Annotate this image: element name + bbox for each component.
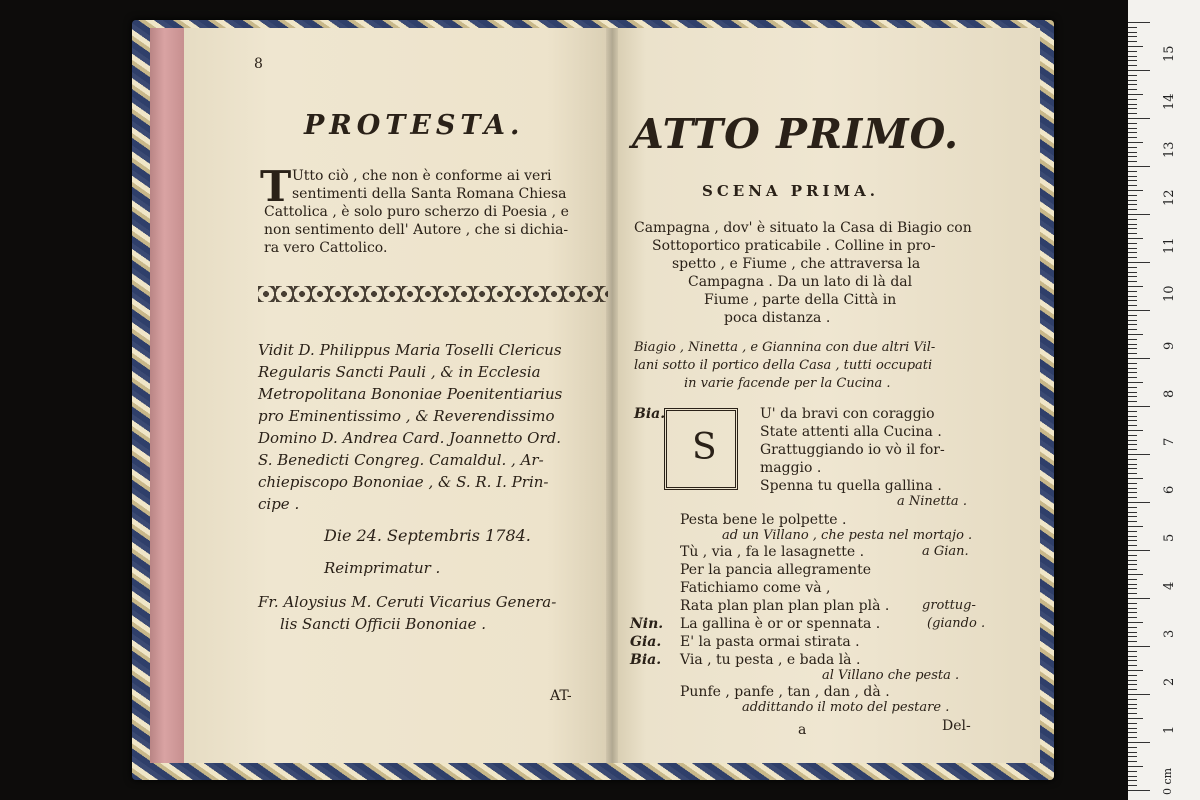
ruler-tick [1128, 142, 1143, 143]
setting-line: spetto , e Fiume , che attraversa la [672, 256, 921, 272]
page-signature: a [798, 722, 807, 738]
ruler-tick [1128, 598, 1150, 599]
ruler-tick [1128, 51, 1137, 52]
ruler-tick [1128, 790, 1150, 791]
ruler-tick [1128, 502, 1150, 503]
ruler-tick [1128, 152, 1137, 153]
ruler-tick [1128, 713, 1137, 714]
ruler-tick [1128, 627, 1137, 628]
reimprimatur: Reimprimatur . [324, 559, 441, 577]
ruler-number: 11 [1162, 237, 1177, 254]
ruler-tick [1128, 75, 1137, 76]
ruler-tick [1128, 569, 1137, 570]
ruler-tick [1128, 276, 1137, 277]
ruler-tick [1128, 315, 1137, 316]
ruler-tick [1128, 224, 1137, 225]
ruler-tick [1128, 209, 1137, 210]
ruler-tick [1128, 560, 1137, 561]
ruler-tick [1128, 660, 1137, 661]
ruler-tick [1128, 286, 1143, 287]
ruler-tick [1128, 545, 1137, 546]
ruler-tick [1128, 416, 1137, 417]
dialogue-line: Rata plan plan plan plan plà . [680, 598, 890, 614]
vidit-line: Vidit D. Philippus Maria Toselli Clericus [258, 341, 562, 359]
dialogue-line: Pesta bene le polpette . [680, 512, 847, 528]
catchword-right: Del- [942, 718, 971, 734]
ruler-tick [1128, 219, 1137, 220]
ruler-tick [1128, 156, 1137, 157]
ruler-tick [1128, 670, 1143, 671]
speaker-label: Gia. [630, 634, 662, 650]
ruler-tick [1128, 689, 1137, 690]
ruler-tick [1128, 675, 1137, 676]
ruler-tick [1128, 622, 1143, 623]
ruler-number: 8 [1162, 389, 1177, 398]
approval-date: Die 24. Septembris 1784. [324, 526, 531, 545]
ruler-tick [1128, 454, 1150, 455]
ruler-tick [1128, 180, 1137, 181]
ruler-tick [1128, 521, 1137, 522]
ruler-tick [1128, 752, 1137, 753]
vidit-line: pro Eminentissimo , & Reverendissimo [258, 407, 555, 425]
ruler-number: 15 [1162, 45, 1177, 62]
ruler-tick [1128, 579, 1137, 580]
ruler-tick [1128, 780, 1137, 781]
ruler-number: 10 [1162, 285, 1177, 302]
ruler-tick [1128, 526, 1143, 527]
book-gutter [606, 28, 618, 763]
ruler-tick [1128, 267, 1137, 268]
dialogue-line: Grattuggiando io vò il for- [760, 442, 945, 458]
vidit-line: chiepiscopo Bononiae , & S. R. I. Prin- [258, 473, 549, 491]
measurement-ruler [1128, 0, 1200, 800]
ruler-tick [1128, 296, 1137, 297]
ruler-number: 13 [1162, 141, 1177, 158]
ruler-tick [1128, 531, 1137, 532]
ruler-tick [1128, 80, 1137, 81]
ruler-tick [1128, 694, 1150, 695]
ruler-tick [1128, 435, 1137, 436]
left-page [184, 28, 612, 763]
ruler-tick [1128, 387, 1137, 388]
ruler-tick [1128, 377, 1137, 378]
protesta-line: non sentimento dell' Autore , che si dichia- [264, 222, 569, 238]
ruler-tick [1128, 396, 1137, 397]
stage-direction: addittando il moto del pestare . [742, 700, 950, 715]
ruler-tick [1128, 574, 1143, 575]
ruler-tick [1128, 449, 1137, 450]
ruler-tick [1128, 137, 1137, 138]
catchword-left: AT- [550, 688, 572, 704]
ruler-tick [1128, 617, 1137, 618]
speaker-label: Bia. [630, 652, 662, 668]
ruler-tick [1128, 353, 1137, 354]
ruler-tick [1128, 444, 1137, 445]
ruler-tick [1128, 785, 1137, 786]
ruler-tick [1128, 123, 1137, 124]
ruler-tick [1128, 550, 1150, 551]
ruler-tick [1128, 473, 1137, 474]
protesta-line: ra vero Cattolico. [264, 240, 388, 256]
ruler-tick [1128, 761, 1137, 762]
page-number: 8 [254, 56, 263, 72]
dialogue-line: Per la pancia allegramente [680, 562, 872, 578]
ruler-tick [1128, 612, 1137, 613]
signature-line: Fr. Aloysius M. Ceruti Vicarius Genera- [258, 593, 557, 611]
ruler-tick [1128, 737, 1137, 738]
ruler-tick [1128, 185, 1137, 186]
ruler-tick [1128, 89, 1137, 90]
ruler-tick [1128, 84, 1137, 85]
ruler-tick [1128, 200, 1137, 201]
ruler-tick [1128, 310, 1150, 311]
ruler-tick [1128, 699, 1137, 700]
ruler-tick [1128, 488, 1137, 489]
ruler-tick [1128, 60, 1137, 61]
ruler-tick [1128, 281, 1137, 282]
ruler-tick [1128, 516, 1137, 517]
ruler-tick [1128, 540, 1137, 541]
ruler-tick [1128, 305, 1137, 306]
ruler-tick [1128, 195, 1137, 196]
ruler-tick [1128, 368, 1137, 369]
ruler-tick [1128, 291, 1137, 292]
ruler-tick [1128, 651, 1137, 652]
speaker-label: Bia. [634, 406, 666, 422]
ruler-tick [1128, 161, 1137, 162]
ruler-tick [1128, 392, 1137, 393]
dialogue-line: Fatichiamo come và , [680, 580, 831, 596]
ruler-tick [1128, 459, 1137, 460]
ruler-unit-label: 0 cm [1161, 767, 1174, 795]
characters-line: Biagio , Ninetta , e Giannina con due altri Vil- [634, 340, 936, 355]
setting-line: Campagna . Da un lato di là dal [688, 274, 913, 290]
ruler-tick [1128, 483, 1137, 484]
ruler-tick [1128, 646, 1150, 647]
ruler-tick [1128, 171, 1137, 172]
vidit-line: Metropolitana Bononiae Poenitentiarius [258, 385, 563, 403]
stage-direction: grottug- [922, 598, 976, 613]
ruler-number: 3 [1162, 629, 1177, 638]
stage-direction: (giando . [927, 616, 986, 631]
ruler-tick [1128, 190, 1143, 191]
ruler-tick [1128, 401, 1137, 402]
characters-line: in varie facende per la Cucina . [684, 376, 891, 391]
setting-line: poca distanza . [724, 310, 831, 326]
ruler-tick [1128, 507, 1137, 508]
ruler-tick [1128, 329, 1137, 330]
ruler-tick [1128, 41, 1137, 42]
vidit-line: Regularis Sancti Pauli , & in Ecclesia [258, 363, 541, 381]
ruler-tick [1128, 430, 1143, 431]
ornamental-initial: S [692, 427, 717, 468]
ruler-number: 5 [1162, 533, 1177, 542]
pink-endpaper [150, 28, 186, 763]
speaker-label: Nin. [630, 616, 664, 632]
protesta-line: Utto ciò , che non è conforme ai veri [292, 168, 552, 184]
ruler-tick [1128, 334, 1143, 335]
ruler-tick [1128, 113, 1137, 114]
ruler-number: 6 [1162, 485, 1177, 494]
ruler-tick [1128, 248, 1137, 249]
ruler-tick [1128, 608, 1137, 609]
ruler-tick [1128, 512, 1137, 513]
ruler-tick [1128, 36, 1137, 37]
ruler-tick [1128, 128, 1137, 129]
signature-line: lis Sancti Officii Bononiae . [280, 615, 486, 633]
ruler-tick [1128, 632, 1137, 633]
dialogue-line: maggio . [760, 460, 822, 476]
characters-line: lani sotto il portico della Casa , tutti occupati [634, 358, 933, 373]
ruler-tick [1128, 478, 1143, 479]
stage-direction: a Gian. [922, 544, 969, 559]
dialogue-line: U' da bravi con coraggio [760, 406, 935, 422]
ruler-tick [1128, 708, 1137, 709]
ruler-tick [1128, 723, 1137, 724]
setting-line: Campagna , dov' è situato la Casa di Biagio con [634, 220, 972, 236]
ruler-tick [1128, 70, 1150, 71]
ruler-tick [1128, 656, 1137, 657]
ruler-tick [1128, 425, 1137, 426]
ruler-tick [1128, 348, 1137, 349]
ruler-tick [1128, 440, 1137, 441]
ruler-tick [1128, 344, 1137, 345]
protesta-title: PROTESTA. [304, 110, 525, 141]
ruler-tick [1128, 680, 1137, 681]
ruler-tick [1128, 636, 1137, 637]
ruler-tick [1128, 492, 1137, 493]
ruler-tick [1128, 728, 1137, 729]
ruler-number: 14 [1162, 93, 1177, 110]
ruler-tick [1128, 339, 1137, 340]
ruler-tick [1128, 718, 1143, 719]
ruler-tick [1128, 406, 1150, 407]
setting-line: Sottoportico praticabile . Colline in pro- [652, 238, 936, 254]
ruler-tick [1128, 228, 1137, 229]
stage-direction: al Villano che pesta . [822, 668, 960, 683]
ruler-tick [1128, 272, 1137, 273]
ruler-tick [1128, 65, 1137, 66]
setting-line: Fiume , parte della Città in [704, 292, 897, 308]
stage-direction: ad un Villano , che pesta nel mortajo . [722, 528, 973, 543]
right-page [612, 28, 1040, 763]
ruler-tick [1128, 324, 1137, 325]
ruler-tick [1128, 238, 1143, 239]
ruler-tick [1128, 358, 1150, 359]
ruler-tick [1128, 756, 1137, 757]
ruler-tick [1128, 214, 1150, 215]
ruler-tick [1128, 588, 1137, 589]
ruler-tick [1128, 99, 1137, 100]
ruler-tick [1128, 176, 1137, 177]
ruler-tick [1128, 766, 1143, 767]
ruler-tick [1128, 27, 1137, 28]
ruler-tick [1128, 320, 1137, 321]
ruler-tick [1128, 147, 1137, 148]
ruler-number: 1 [1162, 725, 1177, 734]
ruler-tick [1128, 747, 1137, 748]
ruler-tick [1128, 94, 1143, 95]
ruler-tick [1128, 382, 1143, 383]
ruler-tick [1128, 104, 1137, 105]
ruler-tick [1128, 464, 1137, 465]
ruler-tick [1128, 363, 1137, 364]
ruler-tick [1128, 257, 1137, 258]
act-title: ATTO PRIMO. [632, 110, 960, 158]
ruler-tick [1128, 411, 1137, 412]
ruler-tick [1128, 204, 1137, 205]
scene-title: SCENA PRIMA. [702, 182, 880, 200]
ruler-tick [1128, 108, 1137, 109]
ruler-tick [1128, 22, 1150, 23]
dialogue-line: Spenna tu quella gallina . [760, 478, 942, 494]
ruler-tick [1128, 56, 1137, 57]
protesta-line: Cattolica , è solo puro scherzo di Poesia , e [264, 204, 569, 220]
vidit-line: S. Benedicti Congreg. Camaldul. , Ar- [258, 451, 544, 469]
ruler-tick [1128, 704, 1137, 705]
ruler-tick [1128, 536, 1137, 537]
ruler-tick [1128, 166, 1150, 167]
ruler-tick [1128, 497, 1137, 498]
vidit-line: Domino D. Andrea Card. Joannetto Ord. [258, 429, 562, 447]
ruler-tick [1128, 603, 1137, 604]
ruler-tick [1128, 300, 1137, 301]
dialogue-line: Via , tu pesta , e bada là . [680, 652, 861, 668]
ruler-tick [1128, 252, 1137, 253]
ruler-tick [1128, 555, 1137, 556]
stage-direction: a Ninetta . [897, 494, 967, 509]
ruler-number: 9 [1162, 341, 1177, 350]
ruler-tick [1128, 118, 1150, 119]
protesta-line: sentimenti della Santa Romana Chiesa [292, 186, 567, 202]
ruler-tick [1128, 665, 1137, 666]
ruler-tick [1128, 132, 1137, 133]
ruler-tick [1128, 742, 1150, 743]
ruler-tick [1128, 776, 1137, 777]
ruler-tick [1128, 420, 1137, 421]
ruler-number: 12 [1162, 189, 1177, 206]
ruler-tick [1128, 243, 1137, 244]
dialogue-line: E' la pasta ormai stirata . [680, 634, 860, 650]
dialogue-line: La gallina è or or spennata . [680, 616, 881, 632]
ruler-tick [1128, 584, 1137, 585]
ruler-number: 7 [1162, 437, 1177, 446]
dialogue-line: Punfe , panfe , tan , dan , dà . [680, 684, 890, 700]
ruler-tick [1128, 593, 1137, 594]
ruler-number: 4 [1162, 581, 1177, 590]
ruler-tick [1128, 564, 1137, 565]
ruler-number: 2 [1162, 677, 1177, 686]
ruler-tick [1128, 233, 1137, 234]
ruler-tick [1128, 46, 1143, 47]
ruler-tick [1128, 32, 1137, 33]
vidit-line: cipe . [258, 495, 300, 513]
ruler-tick [1128, 372, 1137, 373]
ruler-tick [1128, 468, 1137, 469]
ruler-tick [1128, 262, 1150, 263]
drop-cap: T [260, 162, 292, 211]
ruler-tick [1128, 641, 1137, 642]
ruler-tick [1128, 732, 1137, 733]
dialogue-line: Tù , via , fa le lasagnette . [680, 544, 865, 560]
decorative-border-ornament [258, 286, 608, 302]
dialogue-line: State attenti alla Cucina . [760, 424, 942, 440]
ruler-tick [1128, 684, 1137, 685]
ruler-tick [1128, 771, 1137, 772]
